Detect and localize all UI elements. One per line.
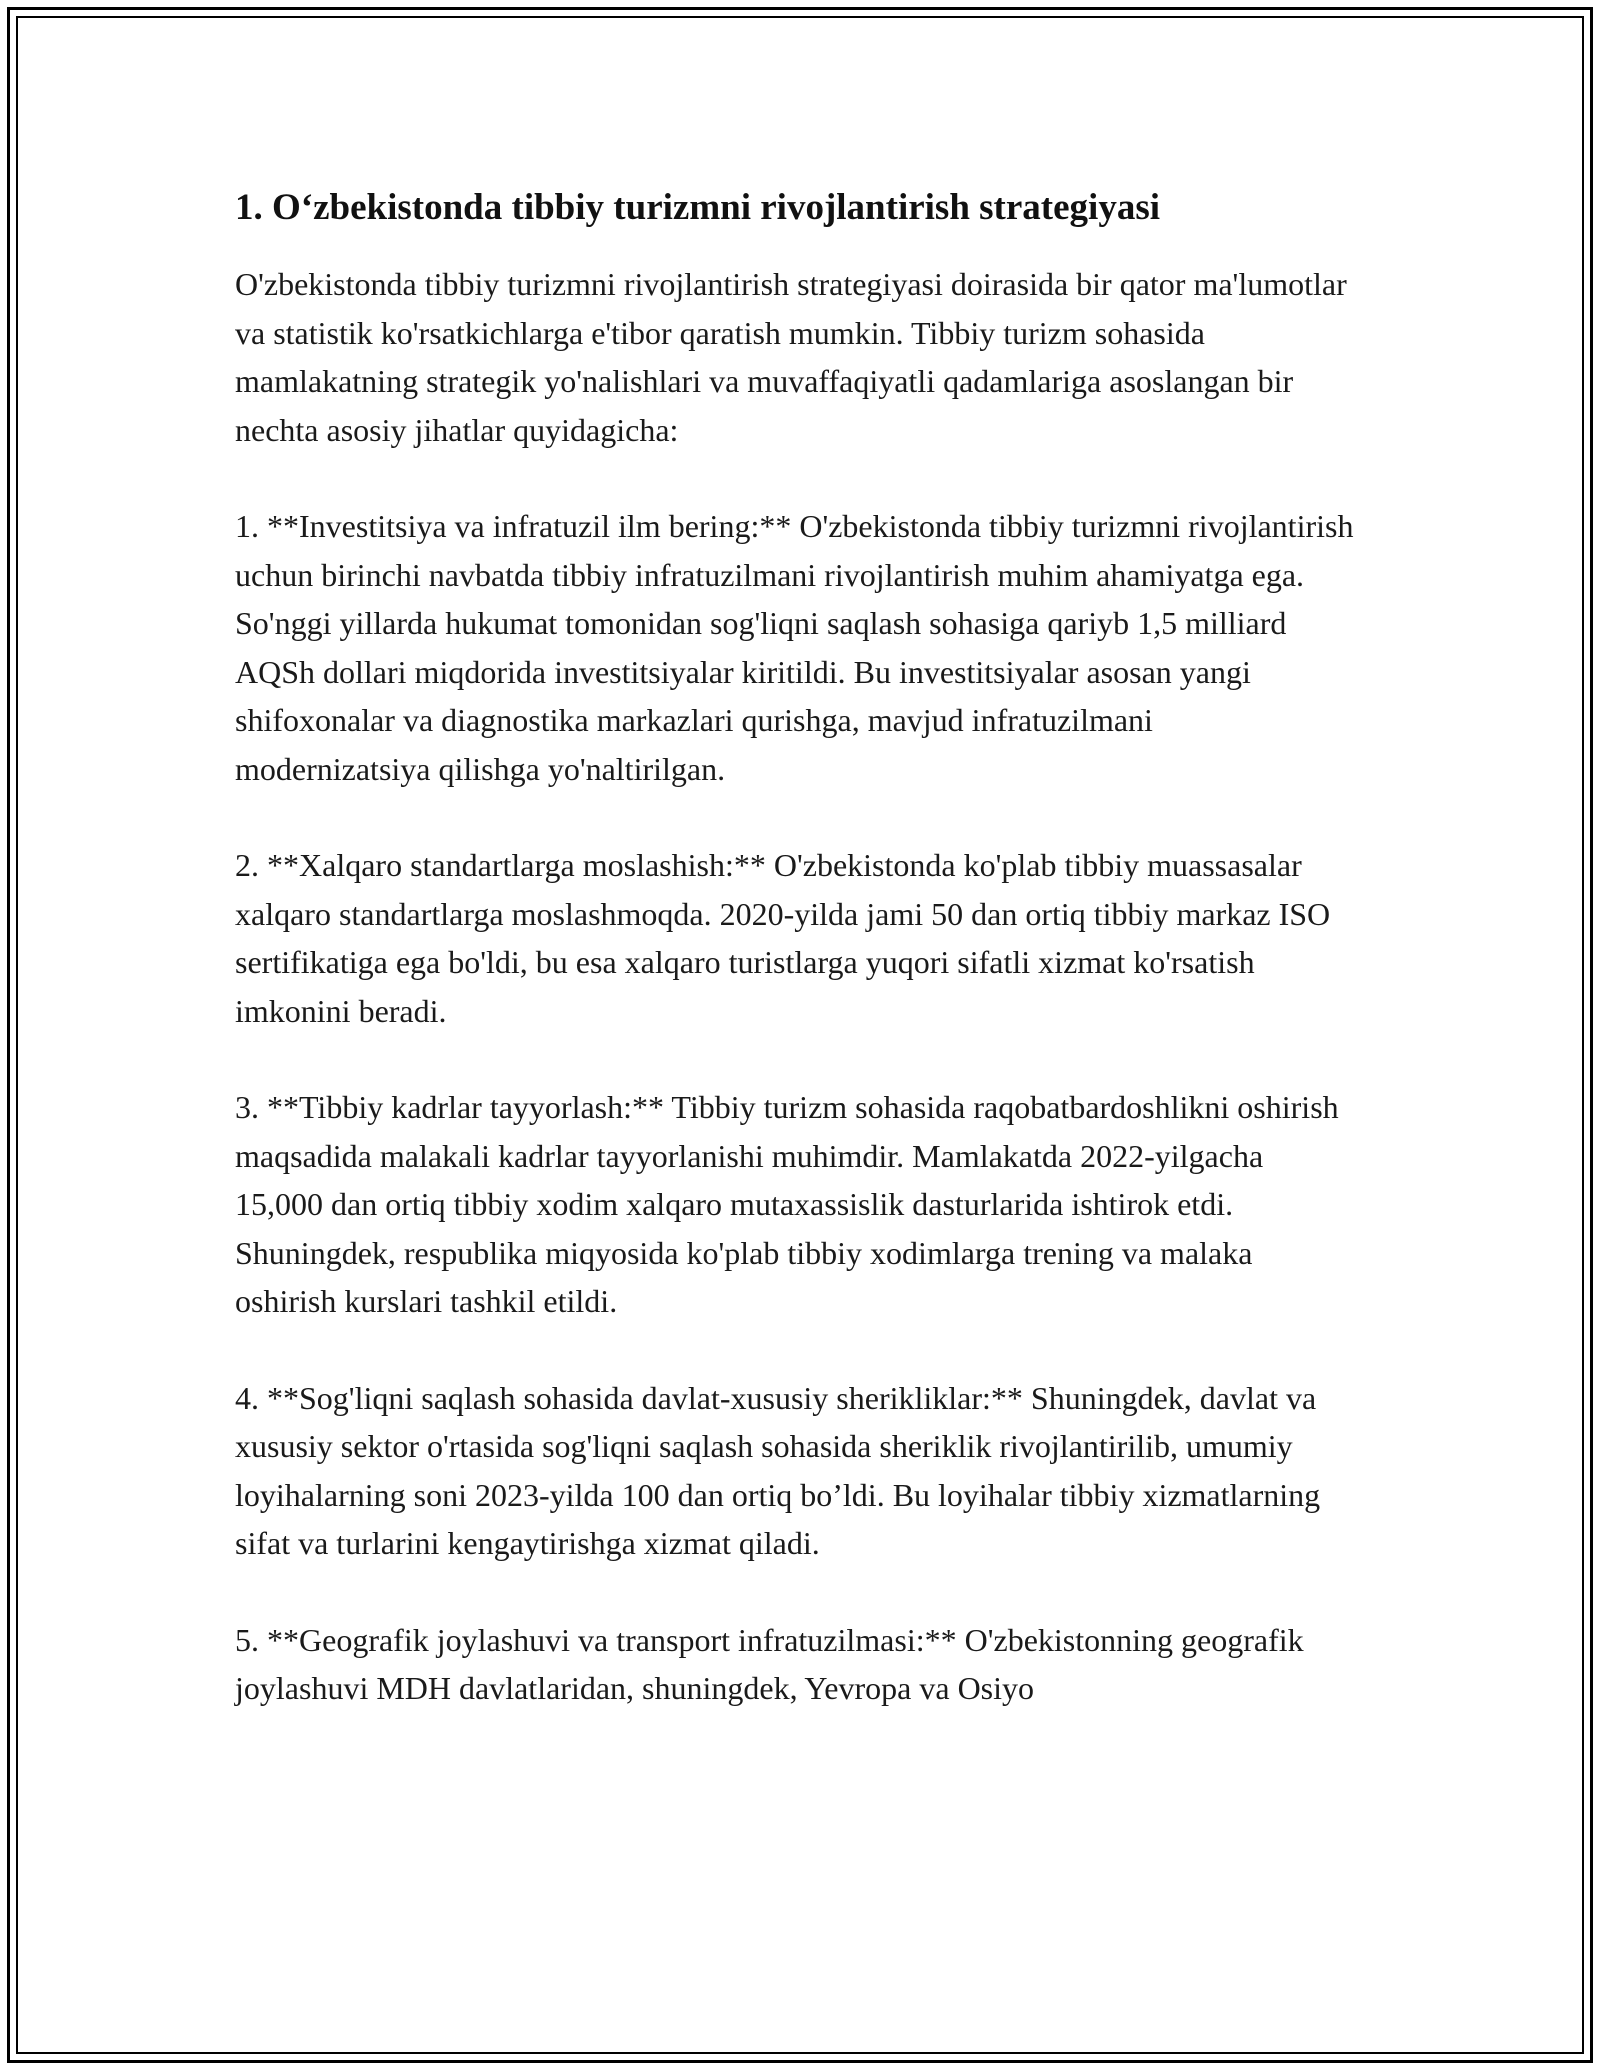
list-item-partnerships: 4. **Sog'liqni saqlash sohasida davlat-xususiy sherikliklar:** Shuningdek, davlat va xususiy sektor o'rtasida sog'liqni saqlash sohasida sheriklik rivojlantirilib, umumiy loyihalarning soni 2023-yilda 100 dan ortiq bo’ldi. Bu loyihalar tibbiy xizmatlarning sifat va turlarini kengaytirishga xizmat qiladi.	[235, 1379, 1321, 1562]
list-item-investment: 1. **Investitsiya va infratuzil ilm bering:** O'zbekistonda tibbiy turizmni rivojlantirish uchun birinchi navbatda tibbiy infratuzilmani rivojlantirish muhim ahamiyatga ega. So'nggi yillarda hukumat tomonidan sog'liqni saqlash sohasiga qariyb 1,5 milliard AQSh dollari miqdorida investitsiyalar kiritildi. Bu investitsiyalar asosan yangi shifoxonalar va diagnostika markazlari qurishga, mavjud infratuzilmani modernizatsiya qilishga yo'naltirilgan.	[235, 508, 1354, 787]
page-title: 1. O‘zbekistonda tibbiy turizmni rivojlantirish strategiyasi	[235, 187, 1160, 228]
list-item-geography: 5. **Geografik joylashuvi va transport infratuzilmasi:** O'zbekistonning geografik joylashuvi MDH davlatlaridan, shuningdek, Yevropa va Osiyo	[235, 1621, 1304, 1707]
document-body	[235, 184, 1355, 1761]
list-item-standards: 2. **Xalqaro standartlarga moslashish:** O'zbekistonda ko'plab tibbiy muassasalar xalqaro standartlarga moslashmoqda. 2020-yilda jami 50 dan ortiq tibbiy markaz ISO sertifikatiga ega bo'ldi, bu esa xalqaro turistlarga yuqori sifatli xizmat ko'rsatish imkonini beradi.	[235, 847, 1331, 1029]
intro-paragraph: O'zbekistonda tibbiy turizmni rivojlantirish strategiyasi doirasida bir qator ma'lumotlar va statistik ko'rsatkichlarga e'tibor qaratish mumkin. Tibbiy turizm sohasida mamlakatning strategik yo'nalishlari va muvaffaqiyatli qadamlariga asoslangan bir nechta asosiy jihatlar quyidagicha:	[235, 266, 1347, 448]
list-item-personnel: 3. **Tibbiy kadrlar tayyorlash:** Tibbiy turizm sohasida raqobatbardoshlikni oshirish maqsadida malakali kadrlar tayyorlanishi muhimdir. Mamlakatda 2022-yilgacha 15,000 dan ortiq tibbiy xodim xalqaro mutaxassislik dasturlarida ishtirok etdi. Shuningdek, respublika miqyosida ko'plab tibbiy xodimlarga trening va malaka oshirish kurslari tashkil etildi.	[235, 1089, 1339, 1320]
